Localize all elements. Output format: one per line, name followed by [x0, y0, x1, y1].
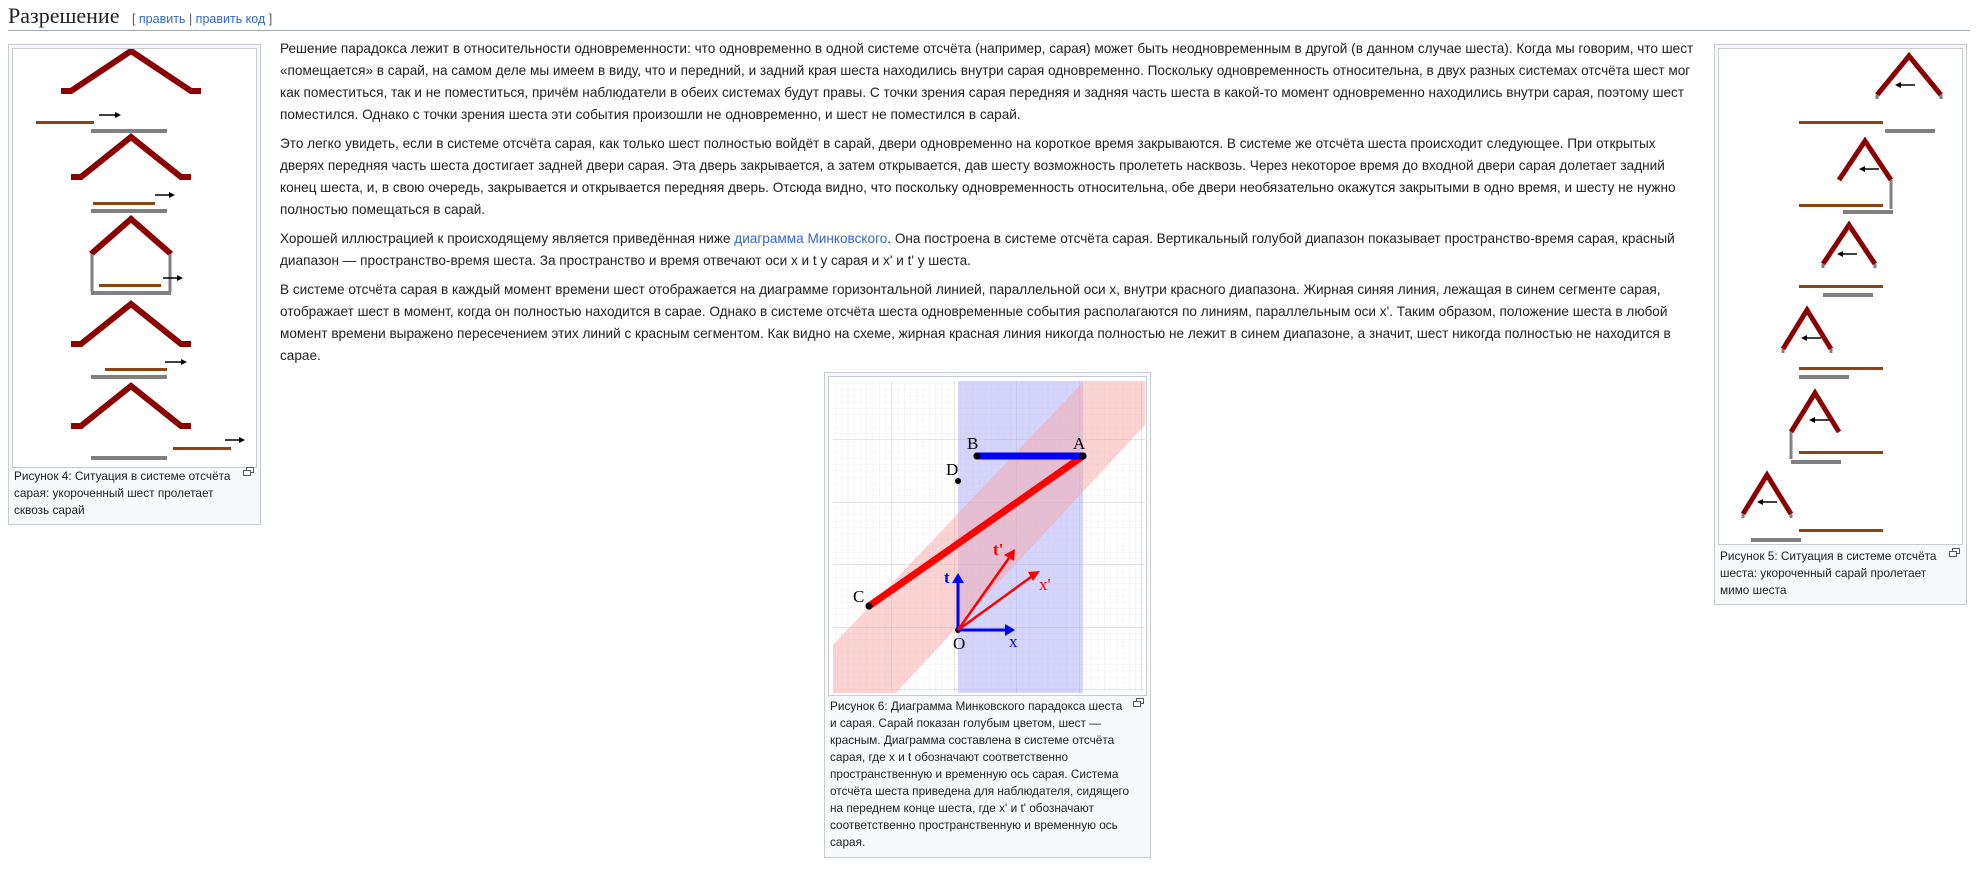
- barn-floor: [91, 291, 171, 295]
- label-t: t: [944, 568, 950, 587]
- figure-4-image[interactable]: [12, 48, 257, 468]
- edit-code-link[interactable]: править код: [195, 12, 266, 26]
- barn-roof: [1823, 225, 1875, 264]
- barn-floor: [1823, 293, 1873, 297]
- label-b: B: [967, 434, 979, 453]
- barn-floor: [91, 209, 167, 213]
- figure-5-caption: Рисунок 5: Ситуация в системе отсчёта шеста: укороченный сарай пролетает мимо шеста: [1720, 549, 1937, 597]
- figure-6: [824, 372, 1151, 858]
- frame-5: [1791, 393, 1883, 464]
- barn-roof: [1783, 310, 1831, 349]
- label-c: C: [853, 587, 865, 606]
- frame-2: [1799, 141, 1893, 214]
- paragraph-3: Хорошей иллюстрацией к происходящему является приведённая ниже диаграмма Минковского. Она построена в системе отсчёта сарая. Вертикальный голубой диапазон показывает пространство-время сарая, красный диапазон — пространство-время шеста. За пространство и время отвечают оси x и t у сарая и x' и t' у шеста.: [280, 231, 1675, 268]
- barn-floor: [1799, 375, 1849, 379]
- barn-frame-sequence: [13, 49, 256, 467]
- figure-4: [8, 44, 261, 525]
- barn-roof: [1839, 141, 1891, 180]
- frame-2: [71, 137, 191, 213]
- point-c: [866, 603, 873, 610]
- barn-floor: [91, 129, 167, 133]
- barn-roof: [71, 304, 191, 344]
- figure-6-caption: Рисунок 6: Диаграмма Минковского парадокса шеста и сарая. Сарай показан голубым цветом, шест — красным. Диаграмма составлена в системе отсчёта сарая, где x и t обозначают соответственно пространственную и временную ось сарая. Система отсчёта шеста приведена для наблюдателя, сидящего на переднем конце шеста, где x' и t' обозначают соответственно пространственную и временную ось сарая.: [830, 699, 1130, 849]
- frame-3: [91, 219, 183, 295]
- barn-floor: [91, 456, 167, 460]
- frame-1: [1799, 56, 1941, 133]
- pole: [36, 121, 94, 124]
- barn-roof: [1791, 393, 1839, 432]
- edit-section-links: [ править | править код ]: [131, 12, 273, 26]
- frame-4: [71, 304, 191, 379]
- paragraph-4: В системе отсчёта сарая в каждый момент времени шест отображается на диаграмме горизонтальной линией, параллельной оси x, внутри красного диапазона. Жирная синяя линия, лежащая в синем сегменте сарая, отображает шест в момент, когда он полностью находится в сарае. Однако в системе отсчёта шеста одновременные события располагаются по линиям, параллельным оси x'. Таким образом, положение шеста в любой момент времени выражено пересечением этих линий с красным сегментом. Как видно на схеме, жирная красная линия никогда полностью не лежит в синем диапазоне, а значит, шест никогда полностью не находится в сарае.: [280, 282, 1671, 363]
- pole: [1799, 367, 1883, 370]
- barn-roof: [1743, 475, 1791, 514]
- frame-6: [1743, 475, 1883, 542]
- paragraph-2: Это легко увидеть, если в системе отсчёта сарая, как только шест полностью войдёт в сарай, двери одновременно на короткое время закрываются. В системе же отсчёта шеста происходит следующее. При открытых дверях передняя часть шеста достигает задней двери сарая. Эта дверь закрывается, а затем открывается, дав шесту возможность пролететь насквозь. Через некоторое время до входной двери сарая долетает задний конец шеста, и, в свою очередь, закрывается и открывается передняя дверь. Отсюда видно, что поскольку одновременность относительна, обе двери необязательно окажутся закрытыми в одно время, и шесту не нужно полностью помещаться в сарай.: [280, 136, 1676, 217]
- frame-4: [1783, 310, 1883, 379]
- paragraph-1: Решение парадокса лежит в относительности одновременности: что одновременно в одной системе отсчёта (например, сарая) может быть неодновременным в другой (в данном случае шеста). Когда мы говорим, что шест «помещается» в сарай, на самом деле мы имеем в виду, что и передний, и задний края шеста находились внутри сарая одновременно. Поскольку одновременность относительна, в двух разных системах отсчёта шест мог как поместиться, так и не поместиться, причём наблюдатели в обеих системах будут правы. С точки зрения сарая передняя и задняя часть шеста в какой-то момент одновременно находились внутри сарая, поэтому шест поместился. Однако с точки зрения шеста эти события произошли не одновременно, и шест не поместился в сарай.: [280, 41, 1694, 122]
- barn-roof: [71, 386, 191, 426]
- pole-frame-sequence: [1719, 49, 1962, 544]
- label-t-prime: t': [993, 540, 1004, 559]
- point-b: [974, 453, 981, 460]
- pole: [1799, 451, 1883, 454]
- barn-roof: [71, 137, 191, 177]
- frame-1: [36, 51, 201, 133]
- minkowski-diagram-link[interactable]: диаграмма Минковского: [734, 231, 888, 246]
- label-x: x: [1009, 632, 1018, 651]
- figure-5-image[interactable]: [1718, 48, 1963, 545]
- barn-floor: [1843, 210, 1893, 214]
- pole: [1799, 529, 1883, 532]
- section-heading: [8, 2, 1970, 31]
- label-o: O: [953, 634, 966, 653]
- barn-roof: [91, 219, 171, 254]
- minkowski-diagram: [829, 377, 1146, 695]
- enlarge-icon[interactable]: [1133, 698, 1144, 707]
- enlarge-icon[interactable]: [1949, 548, 1960, 557]
- label-x-prime: x': [1039, 575, 1051, 594]
- pole: [93, 202, 155, 205]
- barn-roof: [1877, 56, 1941, 95]
- barn-floor: [91, 375, 167, 379]
- barn-floor: [1791, 460, 1841, 464]
- point-a: [1080, 453, 1087, 460]
- barn-roof: [61, 51, 201, 91]
- article-body: [280, 38, 1700, 374]
- figure-5: [1714, 44, 1967, 605]
- label-a: A: [1073, 434, 1086, 453]
- barn-floor: [1885, 129, 1935, 133]
- figure-6-image[interactable]: [828, 376, 1147, 696]
- pole: [99, 284, 161, 287]
- frame-5: [71, 386, 245, 460]
- section-title: Разрешение: [8, 3, 120, 28]
- pole: [105, 368, 167, 371]
- edit-link[interactable]: править: [138, 12, 186, 26]
- barn-floor: [1751, 538, 1801, 542]
- enlarge-icon[interactable]: [243, 467, 254, 476]
- pole: [1799, 121, 1883, 124]
- figure-4-caption: Рисунок 4: Ситуация в системе отсчёта сарая: укороченный шест пролетает сквозь сарай: [14, 469, 231, 517]
- pole: [173, 447, 231, 450]
- label-d: D: [946, 460, 959, 479]
- frame-3: [1799, 225, 1883, 297]
- pole: [1799, 204, 1883, 207]
- pole: [1799, 285, 1883, 288]
